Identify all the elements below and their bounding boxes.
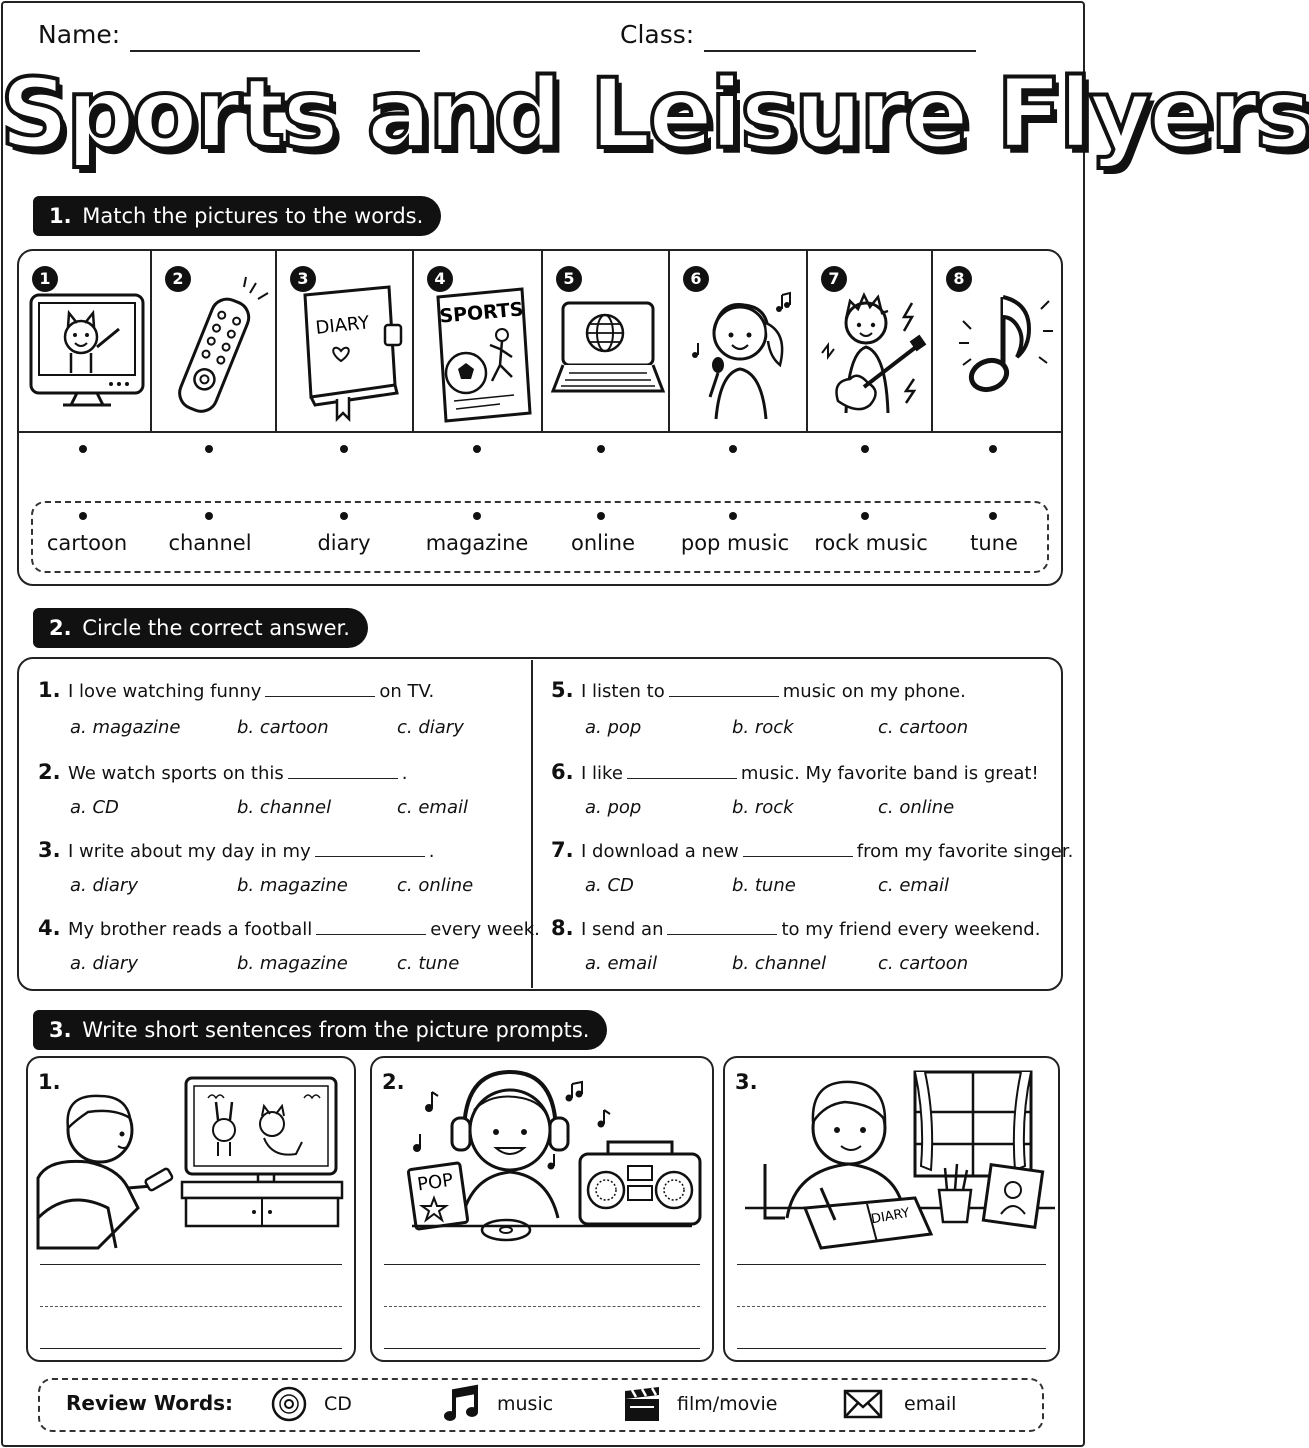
option-c[interactable]: c. email: [878, 875, 949, 896]
option-a[interactable]: a. pop: [585, 797, 642, 818]
section1-heading: [33, 196, 441, 236]
picture-pop-singer: [670, 251, 808, 433]
prompt-card-2: [370, 1056, 714, 1362]
match-dot-word[interactable]: [861, 512, 869, 520]
multiple-choice-panel: [17, 657, 1063, 991]
word-cartoon: cartoon: [46, 531, 128, 555]
boy-writing-diary-icon: [725, 1058, 1062, 1258]
writing-guide-line: [737, 1306, 1046, 1307]
option-b[interactable]: b. cartoon: [237, 717, 329, 738]
pop-singer-icon: [670, 273, 808, 433]
tv-cartoon-icon: [19, 273, 152, 433]
writing-line[interactable]: [737, 1264, 1046, 1265]
match-dot-word[interactable]: [597, 512, 605, 520]
picture-number: 8: [946, 266, 972, 292]
picture-number: 2: [165, 266, 191, 292]
question-1: 1. I love watching funny on TV.: [38, 678, 435, 702]
match-dot-picture[interactable]: [989, 445, 997, 453]
match-dot-picture[interactable]: [861, 445, 869, 453]
option-b[interactable]: b. magazine: [237, 953, 348, 974]
section2-instruction: Circle the correct answer.: [82, 616, 350, 640]
rock-guitarist-icon: [808, 273, 933, 433]
writing-line[interactable]: [384, 1264, 700, 1265]
match-dot-word[interactable]: [79, 512, 87, 520]
picture-sports-magazine: [414, 251, 543, 433]
review-word-email: email: [904, 1393, 957, 1415]
section3-number: 3.: [49, 1018, 72, 1042]
option-a[interactable]: a. email: [585, 953, 658, 974]
question-4: 4. My brother reads a football every week.: [38, 916, 540, 940]
diary-book-icon: [277, 273, 414, 433]
option-b[interactable]: b. channel: [237, 797, 332, 818]
answer-blank[interactable]: [288, 765, 398, 779]
class-label: Class:: [620, 20, 695, 49]
section3-instruction: Write short sentences from the picture prompts.: [82, 1018, 590, 1042]
name-label: Name:: [38, 20, 121, 49]
laptop-globe-icon: [543, 273, 670, 433]
section2-number: 2.: [49, 616, 72, 640]
section1-instruction: Match the pictures to the words.: [82, 204, 424, 228]
option-c[interactable]: c. cartoon: [878, 717, 969, 738]
option-c[interactable]: c. cartoon: [878, 953, 969, 974]
word-pop-music: pop music: [680, 531, 790, 555]
writing-line[interactable]: [384, 1348, 700, 1349]
option-c[interactable]: c. online: [878, 797, 955, 818]
picture-number: 6: [683, 266, 709, 292]
match-dot-word[interactable]: [340, 512, 348, 520]
magazine-icon: [414, 273, 543, 433]
picture-cartoon-tv: [19, 251, 152, 433]
option-a[interactable]: a. CD: [70, 797, 119, 818]
writing-guide-line: [40, 1306, 342, 1307]
page-title: Sports and Leisure Flyers: [0, 58, 1309, 170]
section1-number: 1.: [49, 204, 72, 228]
match-dot-word[interactable]: [473, 512, 481, 520]
writing-line[interactable]: [737, 1348, 1046, 1349]
answer-blank[interactable]: [627, 765, 737, 779]
answer-blank[interactable]: [743, 843, 853, 857]
match-dot-word[interactable]: [989, 512, 997, 520]
prompt-card-number: 1.: [38, 1070, 61, 1094]
envelope-icon: [842, 1385, 884, 1423]
match-dot-picture[interactable]: [729, 445, 737, 453]
diary-label-text: DIARY: [869, 1205, 911, 1228]
option-c[interactable]: c. online: [397, 875, 474, 896]
match-dot-picture[interactable]: [597, 445, 605, 453]
option-a[interactable]: a. magazine: [70, 717, 181, 738]
prompt-card-number: 2.: [382, 1070, 405, 1094]
writing-line[interactable]: [40, 1348, 342, 1349]
question-5: 5. I listen to music on my phone.: [551, 678, 966, 702]
picture-tune: [933, 251, 1065, 433]
answer-blank[interactable]: [316, 921, 426, 935]
option-a[interactable]: a. pop: [585, 717, 642, 738]
writing-line[interactable]: [40, 1264, 342, 1265]
magazine-cover-text: SPORTS: [438, 298, 525, 328]
word-diary: diary: [317, 531, 371, 555]
option-b[interactable]: b. rock: [732, 717, 794, 738]
picture-remote: [152, 251, 277, 433]
writing-guide-line: [384, 1306, 700, 1307]
picture-number: 4: [427, 266, 453, 292]
question-3: 3. I write about my day in my .: [38, 838, 435, 862]
prompt-card-number: 3.: [735, 1070, 758, 1094]
clapperboard-icon: [622, 1385, 662, 1423]
music-note-icon: [933, 273, 1065, 433]
word-rock-music: rock music: [814, 531, 928, 555]
option-a[interactable]: a. CD: [585, 875, 634, 896]
word-online: online: [570, 531, 636, 555]
option-c[interactable]: c. email: [397, 797, 468, 818]
picture-number: 7: [821, 266, 847, 292]
girl-listening-music-icon: [372, 1058, 716, 1258]
prompt-card-3: [723, 1056, 1060, 1362]
option-a[interactable]: a. diary: [70, 953, 138, 974]
remote-control-icon: [152, 273, 277, 433]
option-a[interactable]: a. diary: [70, 875, 138, 896]
review-word-music: music: [497, 1393, 554, 1415]
match-dot-picture[interactable]: [79, 445, 87, 453]
answer-blank[interactable]: [265, 683, 375, 697]
match-dot-word[interactable]: [205, 512, 213, 520]
question-8: 8. I send an to my friend every weekend.: [551, 916, 1041, 940]
review-word-cd: CD: [324, 1393, 352, 1415]
option-b[interactable]: b. channel: [732, 953, 827, 974]
picture-number: 1: [32, 266, 58, 292]
section3-heading: [33, 1010, 607, 1050]
picture-row: [19, 251, 1061, 433]
review-word-film-movie: film/movie: [677, 1393, 778, 1415]
option-c[interactable]: c. tune: [397, 953, 460, 974]
section2-heading: [33, 608, 368, 648]
prompt-card-1: [26, 1056, 356, 1362]
answer-blank[interactable]: [315, 843, 425, 857]
cd-icon: [270, 1385, 308, 1423]
match-dot-picture[interactable]: [473, 445, 481, 453]
word-channel: channel: [168, 531, 252, 555]
question-2: 2. We watch sports on this .: [38, 760, 408, 784]
answer-blank[interactable]: [669, 683, 779, 697]
music-note-icon: [442, 1385, 482, 1423]
picture-number: 5: [556, 266, 582, 292]
review-label: Review Words:: [66, 1391, 234, 1415]
word-tune: tune: [970, 531, 1018, 555]
picture-rock-guitarist: [808, 251, 933, 433]
picture-number: 3: [290, 266, 316, 292]
option-c[interactable]: c. diary: [397, 717, 464, 738]
match-dot-picture[interactable]: [340, 445, 348, 453]
question-7: 7. I download a new from my favorite singer.: [551, 838, 1074, 862]
question-6: 6. I like music. My favorite band is great!: [551, 760, 1039, 784]
picture-laptop-online: [543, 251, 670, 433]
boy-watching-tv-icon: [28, 1058, 358, 1258]
diary-cover-text: DIARY: [314, 312, 371, 339]
option-b[interactable]: b. magazine: [237, 875, 348, 896]
match-dot-word[interactable]: [729, 512, 737, 520]
cd-cover-text: POP: [416, 1169, 455, 1196]
word-magazine: magazine: [425, 531, 529, 555]
picture-diary: [277, 251, 414, 433]
match-dot-picture[interactable]: [205, 445, 213, 453]
option-b[interactable]: b. rock: [732, 797, 794, 818]
answer-blank[interactable]: [667, 921, 777, 935]
option-b[interactable]: b. tune: [732, 875, 796, 896]
